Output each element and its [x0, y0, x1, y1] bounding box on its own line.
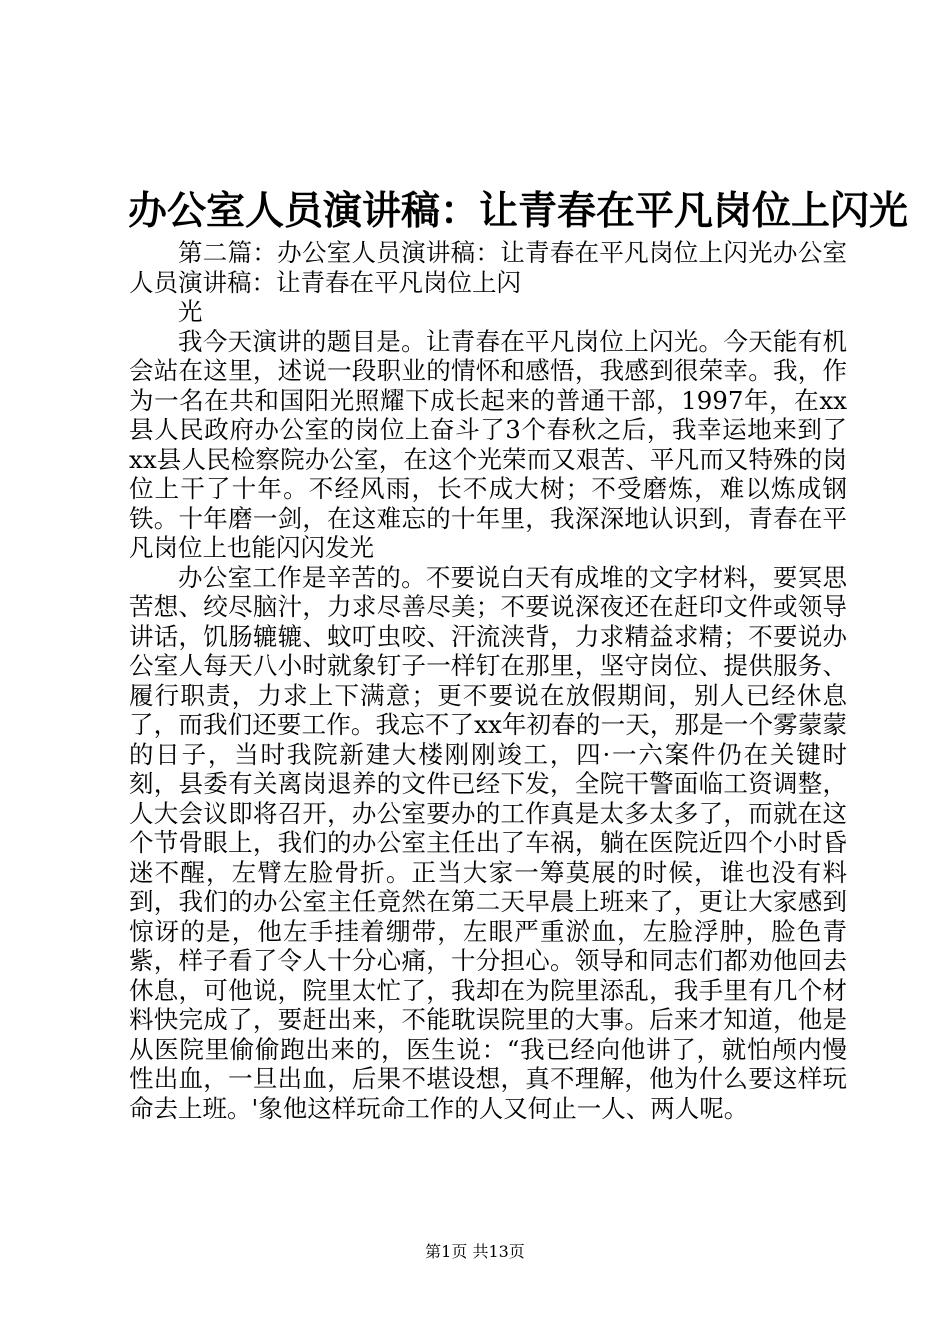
- document-body: [129, 238, 847, 1123]
- paragraph-2: 光: [178, 297, 203, 326]
- document-title: 办公室人员演讲稿：让青春在平凡岗位上闪光: [128, 188, 909, 234]
- page-number-footer: 第1页 共13页: [425, 1242, 525, 1261]
- paragraph-3: 我今天演讲的题目是。让青春在平凡岗位上闪光。今天能有机会站在这里，述说一段职业的情怀和感悟，我感到很荣幸。我，作为一名在共和国阳光照耀下成长起来的普通干部，1997年，在xx县人民政府办公室的岗位上奋斗了3个春秋之后，我幸运地来到了xx县人民检察院办公室，在这个光荣而又艰苦、平凡而又特殊的岗位上干了十年。不经风雨，长不成大树；不受磨炼，难以炼成钢铁。十年磨一剑，在这难忘的十年里，我深深地认识到，青春在平凡岗位上也能闪闪发光: [129, 326, 847, 562]
- paragraph-1: 第二篇：办公室人员演讲稿：让青春在平凡岗位上闪光办公室人员演讲稿：让青春在平凡岗位上闪: [129, 238, 847, 297]
- paragraph-4: 办公室工作是辛苦的。不要说白天有成堆的文字材料，要冥思苦想、绞尽脑汁，力求尽善尽美；不要说深夜还在赶印文件或领导讲话，饥肠辘辘、蚊叮虫咬、汗流浃背，力求精益求精；不要说办公室人每天八小时就象钉子一样钉在那里，坚守岗位、提供服务、履行职责，力求上下满意；更不要说在放假期间，别人已经休息了，而我们还要工作。我忘不了xx年初春的一天，那是一个雾蒙蒙的日子，当时我院新建大楼刚刚竣工，四·一六案件仍在关键时刻，县委有关离岗退养的文件已经下发，全院干警面临工资调整，人大会议即将召开，办公室要办的工作真是太多太多了，而就在这个节骨眼上，我们的办公室主任出了车祸，躺在医院近四个小时昏迷不醒，左臂左脸骨折。正当大家一筹莫展的时候，谁也没有料到，我们的办公室主任竟然在第二天早晨上班来了，更让大家感到惊讶的是，他左手挂着绷带，左眼严重淤血，左脸浮肿，脸色青紫，样子看了令人十分心痛，十分担心。领导和同志们都劝他回去休息，可他说，院里太忙了，我却在为院里添乱，我手里有几个材料快完成了，要赶出来，不能耽误院里的大事。后来才知道，他是从医院里偷偷跑出来的，医生说：“我已经向他讲了，就怕颅内慢性出血，一旦出血，后果不堪设想，真不理解，他为什么要这样玩命去上班。'象他这样玩命工作的人又何止一人、两人呢。: [129, 562, 847, 1123]
